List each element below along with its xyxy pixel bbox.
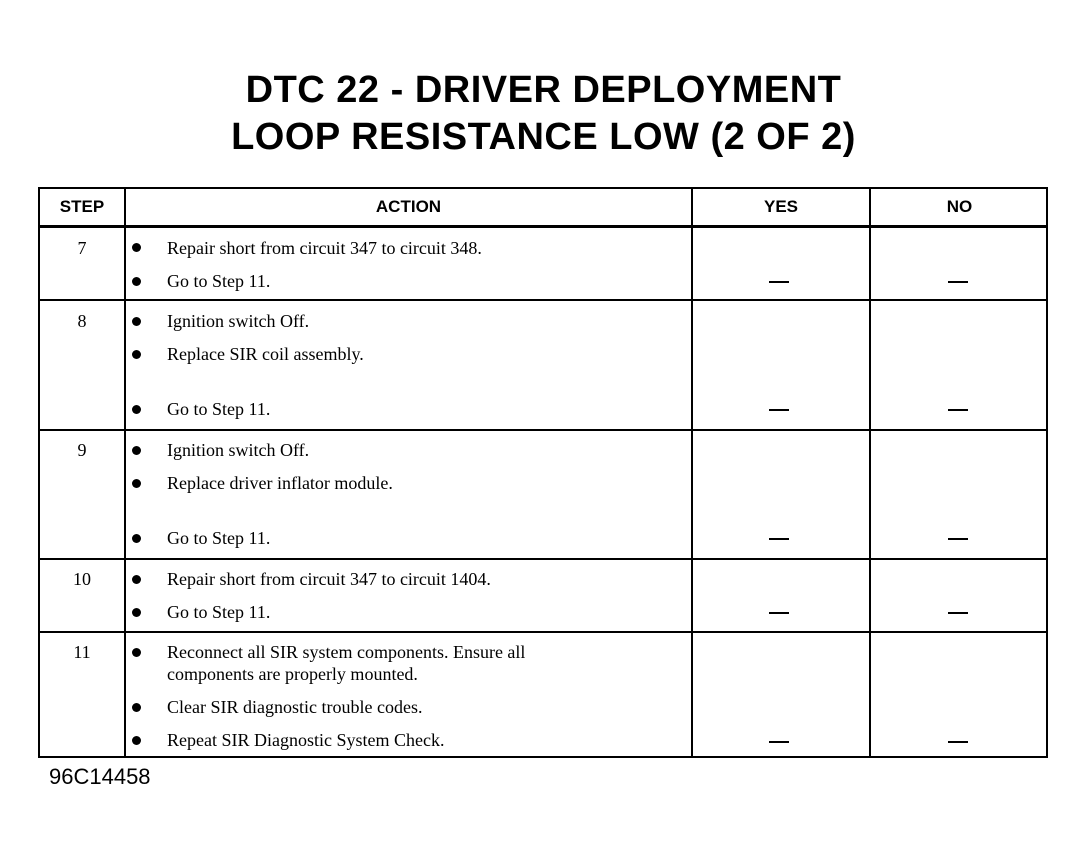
bullet-icon — [132, 608, 141, 617]
yes-dash — [769, 281, 789, 283]
no-dash — [948, 741, 968, 743]
action-item: Go to Step 11. — [167, 528, 271, 548]
bullet-icon — [132, 350, 141, 359]
bullet-icon — [132, 243, 141, 252]
row-divider — [40, 558, 1046, 560]
header-divider — [40, 225, 1046, 228]
row-divider — [40, 631, 1046, 633]
yes-dash — [769, 741, 789, 743]
diagnostic-table — [38, 187, 1048, 758]
yes-dash — [769, 538, 789, 540]
page-title-line-1: DTC 22 - DRIVER DEPLOYMENT — [245, 69, 842, 111]
bullet-icon — [132, 479, 141, 488]
header-step: STEP — [59, 197, 105, 216]
bullet-icon — [132, 317, 141, 326]
figure-code: 96C14458 — [49, 764, 151, 789]
row-divider — [40, 429, 1046, 431]
action-item: Reconnect all SIR system components. Ensure all components are properly mounted. — [167, 642, 526, 684]
bullet-icon — [132, 534, 141, 543]
step-number: 11 — [73, 642, 91, 662]
bullet-icon — [132, 736, 141, 745]
step-number: 7 — [77, 238, 87, 258]
action-item: Ignition switch Off. — [167, 440, 310, 460]
header-yes: YES — [763, 197, 799, 216]
action-item: Replace SIR coil assembly. — [167, 344, 364, 364]
row-divider — [40, 299, 1046, 301]
bullet-icon — [132, 703, 141, 712]
bullet-icon — [132, 277, 141, 286]
bullet-icon — [132, 648, 141, 657]
no-dash — [948, 612, 968, 614]
action-item: Go to Step 11. — [167, 602, 271, 622]
column-divider — [869, 189, 871, 756]
action-item: Clear SIR diagnostic trouble codes. — [167, 697, 423, 717]
action-item: Go to Step 11. — [167, 271, 271, 291]
page-title-line-2: LOOP RESISTANCE LOW (2 OF 2) — [231, 116, 856, 158]
header-no: NO — [946, 197, 973, 216]
bullet-icon — [132, 575, 141, 584]
action-item: Repair short from circuit 347 to circuit 348. — [167, 238, 482, 258]
action-item: Ignition switch Off. — [167, 311, 310, 331]
no-dash — [948, 409, 968, 411]
action-item: Replace driver inflator module. — [167, 473, 393, 493]
yes-dash — [769, 612, 789, 614]
no-dash — [948, 538, 968, 540]
header-action: ACTION — [375, 197, 442, 216]
yes-dash — [769, 409, 789, 411]
step-number: 8 — [77, 311, 87, 331]
step-number: 9 — [77, 440, 87, 460]
action-item: Go to Step 11. — [167, 399, 271, 419]
no-dash — [948, 281, 968, 283]
column-divider — [124, 189, 126, 756]
step-number: 10 — [73, 569, 91, 589]
action-item: Repeat SIR Diagnostic System Check. — [167, 730, 445, 750]
bullet-icon — [132, 446, 141, 455]
bullet-icon — [132, 405, 141, 414]
action-item: Repair short from circuit 347 to circuit 1404. — [167, 569, 491, 589]
